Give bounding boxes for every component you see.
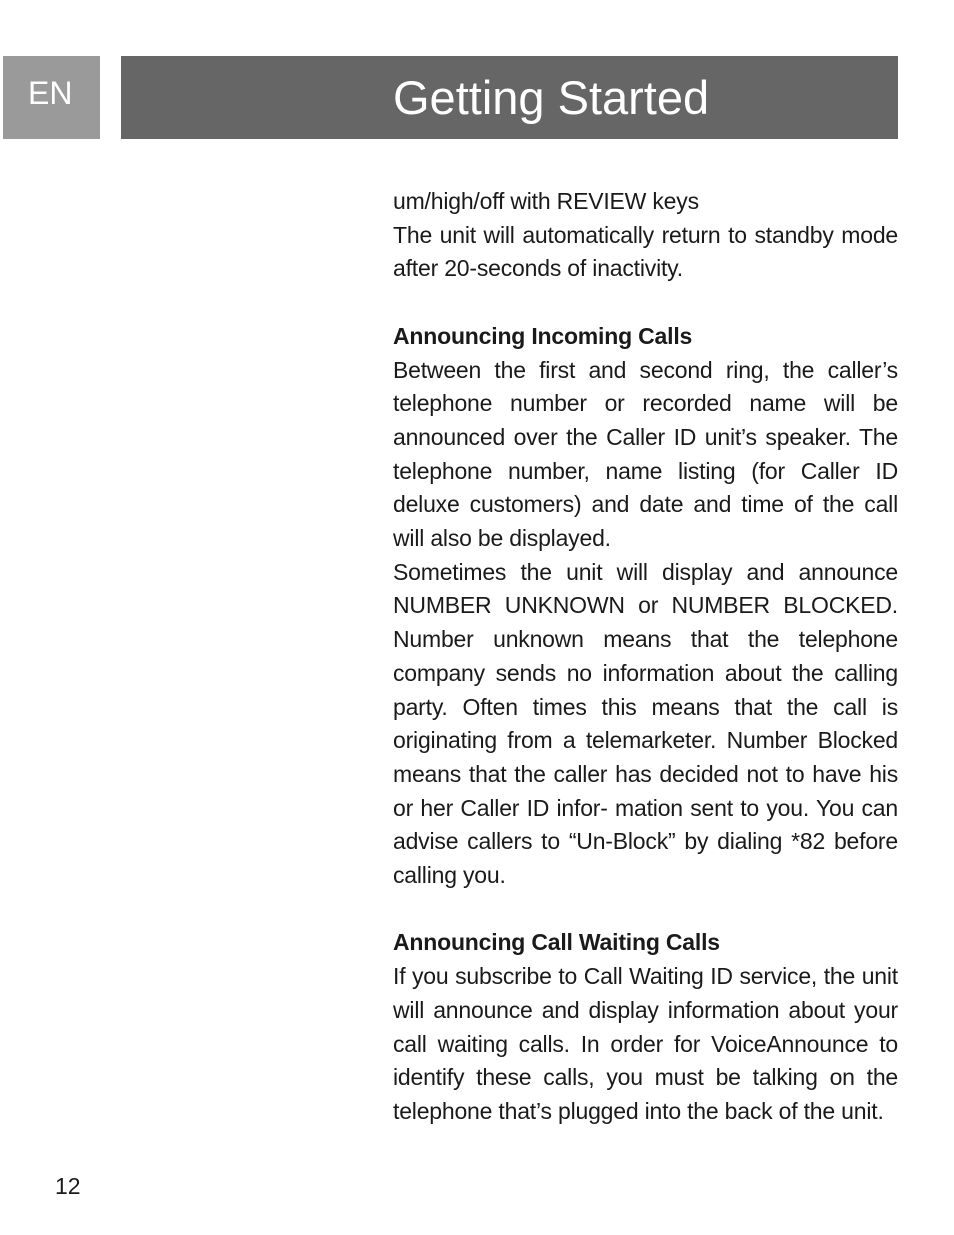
- page-title: Getting Started: [393, 71, 710, 124]
- section-heading-call-waiting: Announcing Call Waiting Calls: [393, 929, 720, 956]
- intro-line: um/high/off with REVIEW keys: [393, 188, 699, 214]
- header-bar: [121, 56, 898, 139]
- language-label: EN: [28, 75, 73, 111]
- section-heading-incoming-calls: Announcing Incoming Calls: [393, 322, 693, 349]
- spacer: [393, 286, 898, 320]
- incoming-calls-paragraph-1: Between the first and second ring, the caller’s telephone number or recorded name will be announced over the Caller ID unit’s speaker. The telephone number, name listing (for Caller ID deluxe customers) and date and time of the call will also be displayed.: [393, 356, 898, 552]
- main-content: [393, 185, 898, 1129]
- language-tab: [3, 56, 100, 139]
- call-waiting-paragraph: If you subscribe to Call Waiting ID service, the unit will announce and display information about your call waiting calls. In order for VoiceAnnounce to identify these calls, you must be talking on the telephone that’s plugged into the back of the unit.: [393, 963, 898, 1124]
- intro-paragraph: The unit will automatically return to standby mode after 20-seconds of inactivity.: [393, 221, 898, 282]
- incoming-calls-paragraph-2: Sometimes the unit will display and announce NUMBER UNKNOWN or NUMBER BLOCKED. Number unknown means that the telephone company sends no information about the calling party. Often times this means that the call is originating from a telemarketer. Number Blocked means that the caller has decided not to have his or her Caller ID infor- mation sent to you. You can advise callers to “Un-Block” by dialing *82 before calling you.: [393, 558, 898, 889]
- page-number: 12: [55, 1173, 81, 1199]
- spacer: [393, 893, 898, 927]
